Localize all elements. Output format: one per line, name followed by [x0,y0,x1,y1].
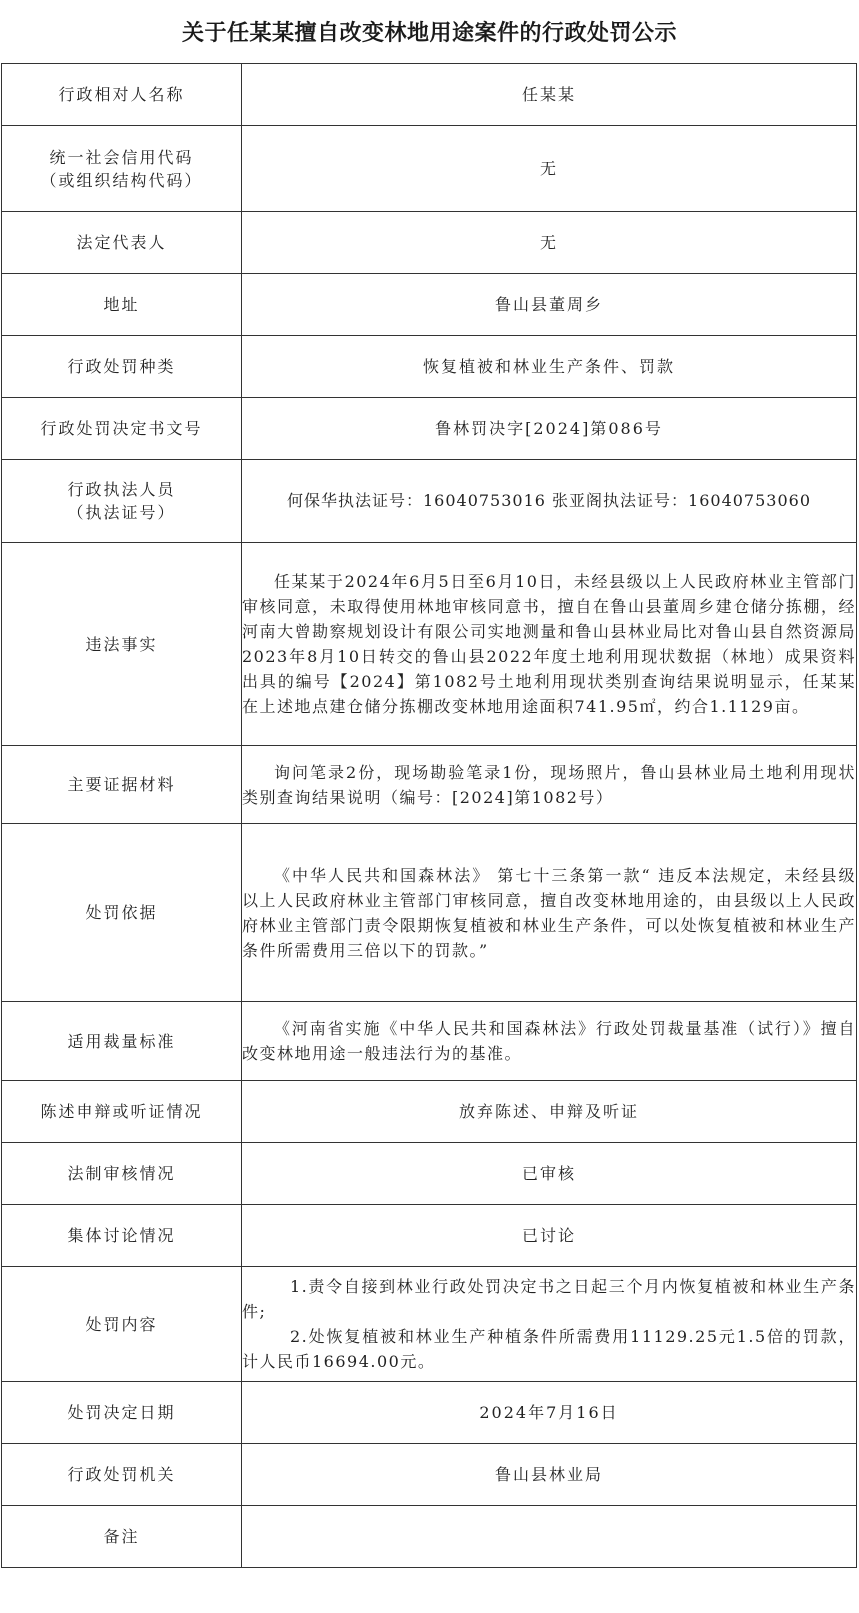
table-row [2,1143,857,1205]
table-row [2,460,857,543]
row-label: 处罚内容 [2,1267,242,1382]
table-row [2,1444,857,1506]
row-label: 陈述申辩或听证情况 [2,1081,242,1143]
table-row [2,1382,857,1444]
label-line: 行政执法人员 [67,480,176,499]
row-value: 无 [242,212,857,274]
table-row [2,746,857,824]
table-row [2,274,857,336]
row-value: 2024年7月16日 [242,1382,857,1444]
row-label: 法制审核情况 [2,1143,242,1205]
row-value [242,746,857,824]
row-value [242,1002,857,1081]
label-line: （执法证号） [67,503,176,522]
row-label: 行政处罚机关 [2,1444,242,1506]
table-row [2,212,857,274]
row-value: 何保华执法证号：16040753016 张亚阁执法证号：16040753060 [242,460,857,543]
table-row [2,64,857,126]
table-row [2,1506,857,1568]
row-label: 行政处罚种类 [2,336,242,398]
table-row [2,1205,857,1267]
row-label: 违法事实 [2,543,242,746]
row-value: 放弃陈述、申辩及听证 [242,1081,857,1143]
page-title: 关于任某某擅自改变林地用途案件的行政处罚公示 [181,19,677,46]
evidence-text: 询问笔录2份，现场勘验笔录1份，现场照片，鲁山县林业局土地利用现状类别查询结果说明（编号：[2024]第1082号） [242,762,856,807]
violation-facts-text: 任某某于2024年6月5日至6月10日，未经县级以上人民政府林业主管部门审核同意，未取得使用林地审核同意书，擅自在鲁山县董周乡建仓储分拣棚，经河南大曾勘察规划设计有限公司实地测量和鲁山县林业局比对鲁山县自然资源局2023年8月10日转交的鲁山县2022年度土地利用现状数据（林地）成果资料出具的编号【2024】第1082号土地利用现状类别查询结果说明显示，任某某在上述地点建仓储分拣棚改变林地用途面积741.95㎡，约合1.1129亩。 [242,572,856,716]
row-label: 集体讨论情况 [2,1205,242,1267]
row-label: 备注 [2,1506,242,1568]
row-value: 已审核 [242,1143,857,1205]
penalty-item-2: 2.处恢复植被和林业生产种植条件所需费用11129.25元1.5倍的罚款，计人民币16694.00元。 [242,1327,856,1371]
row-value [242,1506,857,1568]
row-value [242,824,857,1002]
row-value: 无 [242,126,857,212]
row-value: 任某某 [242,64,857,126]
row-label: 适用裁量标准 [2,1002,242,1081]
table-row [2,1002,857,1081]
row-label: 法定代表人 [2,212,242,274]
table-row [2,398,857,460]
label-line: （或组织结构代码） [40,170,203,190]
row-label: 行政相对人名称 [2,64,242,126]
row-value: 鲁林罚决字[2024]第086号 [242,398,857,460]
label-line: 统一社会信用代码 [49,147,194,167]
table-row [2,336,857,398]
row-label: 行政处罚决定书文号 [2,398,242,460]
row-value [242,543,857,746]
table-row [2,126,857,212]
table-row [2,1267,857,1382]
table-row [2,824,857,1002]
row-label: 处罚决定日期 [2,1382,242,1444]
penalty-info-table [1,63,857,1568]
row-value: 已讨论 [242,1205,857,1267]
row-label: 处罚依据 [2,824,242,1002]
row-value [242,1267,857,1382]
penalty-item-1: 1.责令自接到林业行政处罚决定书之日起三个月内恢复植被和林业生产条件; [242,1277,856,1321]
row-label: 主要证据材料 [2,746,242,824]
table-row [2,543,857,746]
row-label: 地址 [2,274,242,336]
row-label [2,126,242,212]
row-value: 鲁山县林业局 [242,1444,857,1506]
row-value: 恢复植被和林业生产条件、罚款 [242,336,857,398]
row-label [2,460,242,543]
table-row [2,1081,857,1143]
legal-basis-text: 《中华人民共和国森林法》 第七十三条第一款“ 违反本法规定，未经县级以上人民政府林业主管部门审核同意，擅自改变林地用途的，由县级以上人民政府林业主管部门责令限期恢复植被和林业生产条件，可以处恢复植被和林业生产条件所需费用三倍以下的罚款。” [242,865,856,960]
row-value: 鲁山县董周乡 [242,274,857,336]
discretion-standard-text: 《河南省实施《中华人民共和国森林法》行政处罚裁量基准（试行）》擅自改变林地用途一般违法行为的基准。 [242,1019,856,1063]
